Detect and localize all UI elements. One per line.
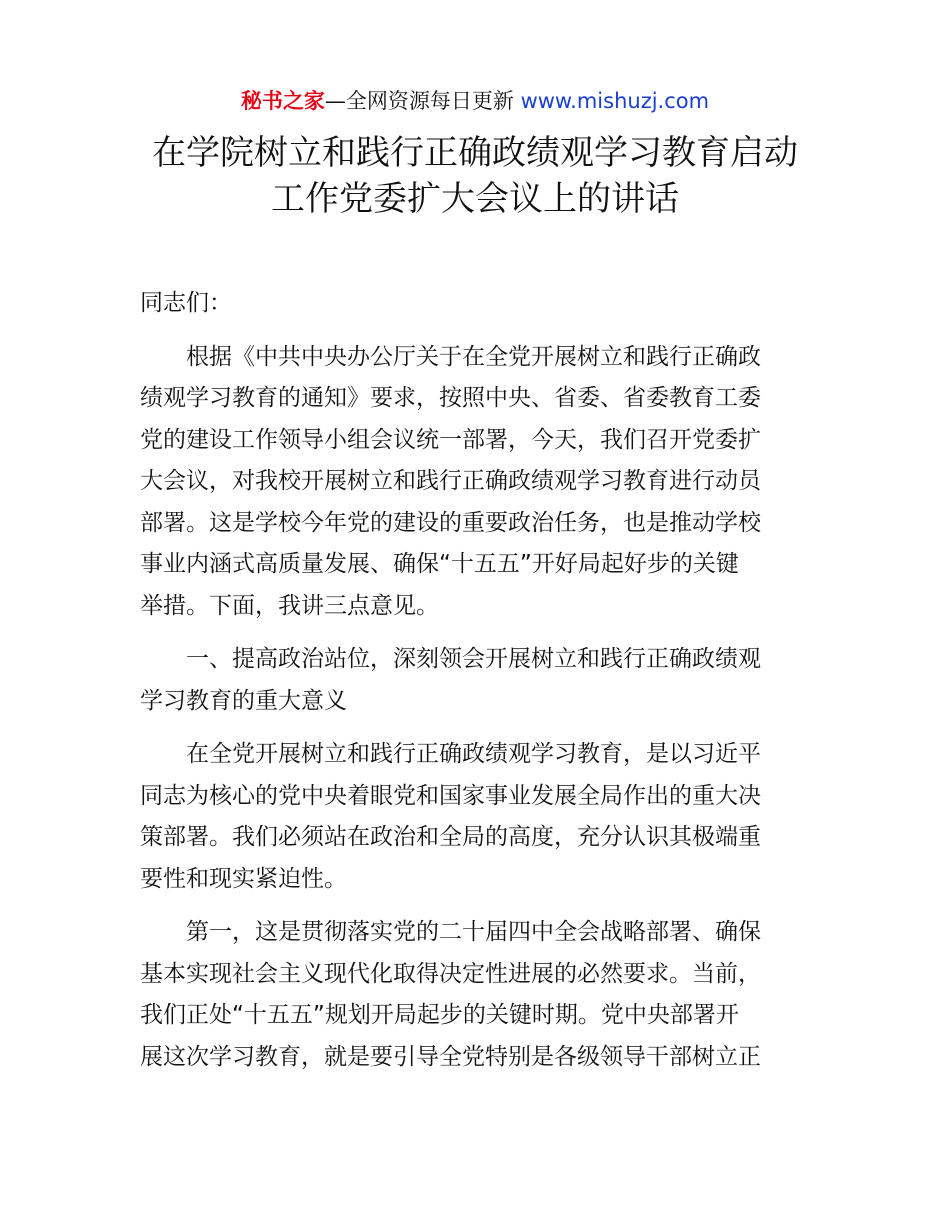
document-title xyxy=(100,130,850,222)
text-line: 部署。这是学校今年党的建设的重要政治任务，也是推动学校 xyxy=(140,509,761,536)
text-line: 展这次学习教育，就是要引导全党特别是各级领导干部树立正 xyxy=(140,1043,761,1070)
paragraph-significance xyxy=(140,734,820,900)
text-line: 基本实现社会主义现代化取得决定性进展的必然要求。当前， xyxy=(140,960,761,987)
paragraph-gap xyxy=(140,722,820,734)
document-body xyxy=(140,283,820,1078)
title-line-2: 工作党委扩大会议上的讲话 xyxy=(271,179,679,219)
text-line: 大会议，对我校开展树立和践行正确政绩观学习教育进行动员 xyxy=(140,468,761,494)
text-line: 我们正处“十五五”规划开局起步的关键时期。党中央部署开 xyxy=(140,1002,739,1028)
paragraph-gap xyxy=(140,900,820,912)
title-line-1: 在学院树立和践行正确政绩观学习教育启动 xyxy=(152,133,798,173)
text-line: 学习教育的重大意义 xyxy=(140,687,347,714)
header-tagline: —全网资源每日更新 xyxy=(324,89,514,113)
text-line: 第一，这是贯彻落实党的二十届四中全会战略部署、确保 xyxy=(140,919,761,945)
text-line: 策部署。我们必须站在政治和全局的高度，充分认识其极端重 xyxy=(140,824,761,850)
text-line: 要性和现实紧迫性。 xyxy=(140,865,347,892)
brand-name: 秘书之家 xyxy=(240,89,325,113)
text-line: 党的建设工作领导小组会议统一部署，今天，我们召开党委扩 xyxy=(140,426,761,453)
text-line: 同志为核心的党中央着眼党和国家事业发展全局作出的重大决 xyxy=(140,782,761,809)
text-line: 举措。下面，我讲三点意见。 xyxy=(140,592,439,619)
greeting: 同志们： xyxy=(140,290,232,316)
site-url[interactable]: www.mishuzj.com xyxy=(520,89,710,113)
text-line: 事业内涵式高质量发展、确保“十五五”开好局起好步的关键 xyxy=(140,551,739,577)
paragraph-intro xyxy=(140,337,820,628)
text-line: 一、提高政治站位，深刻领会开展树立和践行正确政绩观 xyxy=(140,646,761,672)
text-line: 绩观学习教育的通知》要求，按照中央、省委、省委教育工委 xyxy=(140,385,761,411)
paragraph-gap xyxy=(140,325,820,337)
text-line: 在全党开展树立和践行正确政绩观学习教育，是以习近平 xyxy=(140,741,761,767)
text-line: 根据《中共中央办公厅关于在全党开展树立和践行正确政 xyxy=(140,343,761,370)
paragraph-gap xyxy=(140,627,820,639)
site-header xyxy=(0,86,950,116)
section-heading-1 xyxy=(140,639,820,722)
paragraph-first-point xyxy=(140,912,820,1078)
